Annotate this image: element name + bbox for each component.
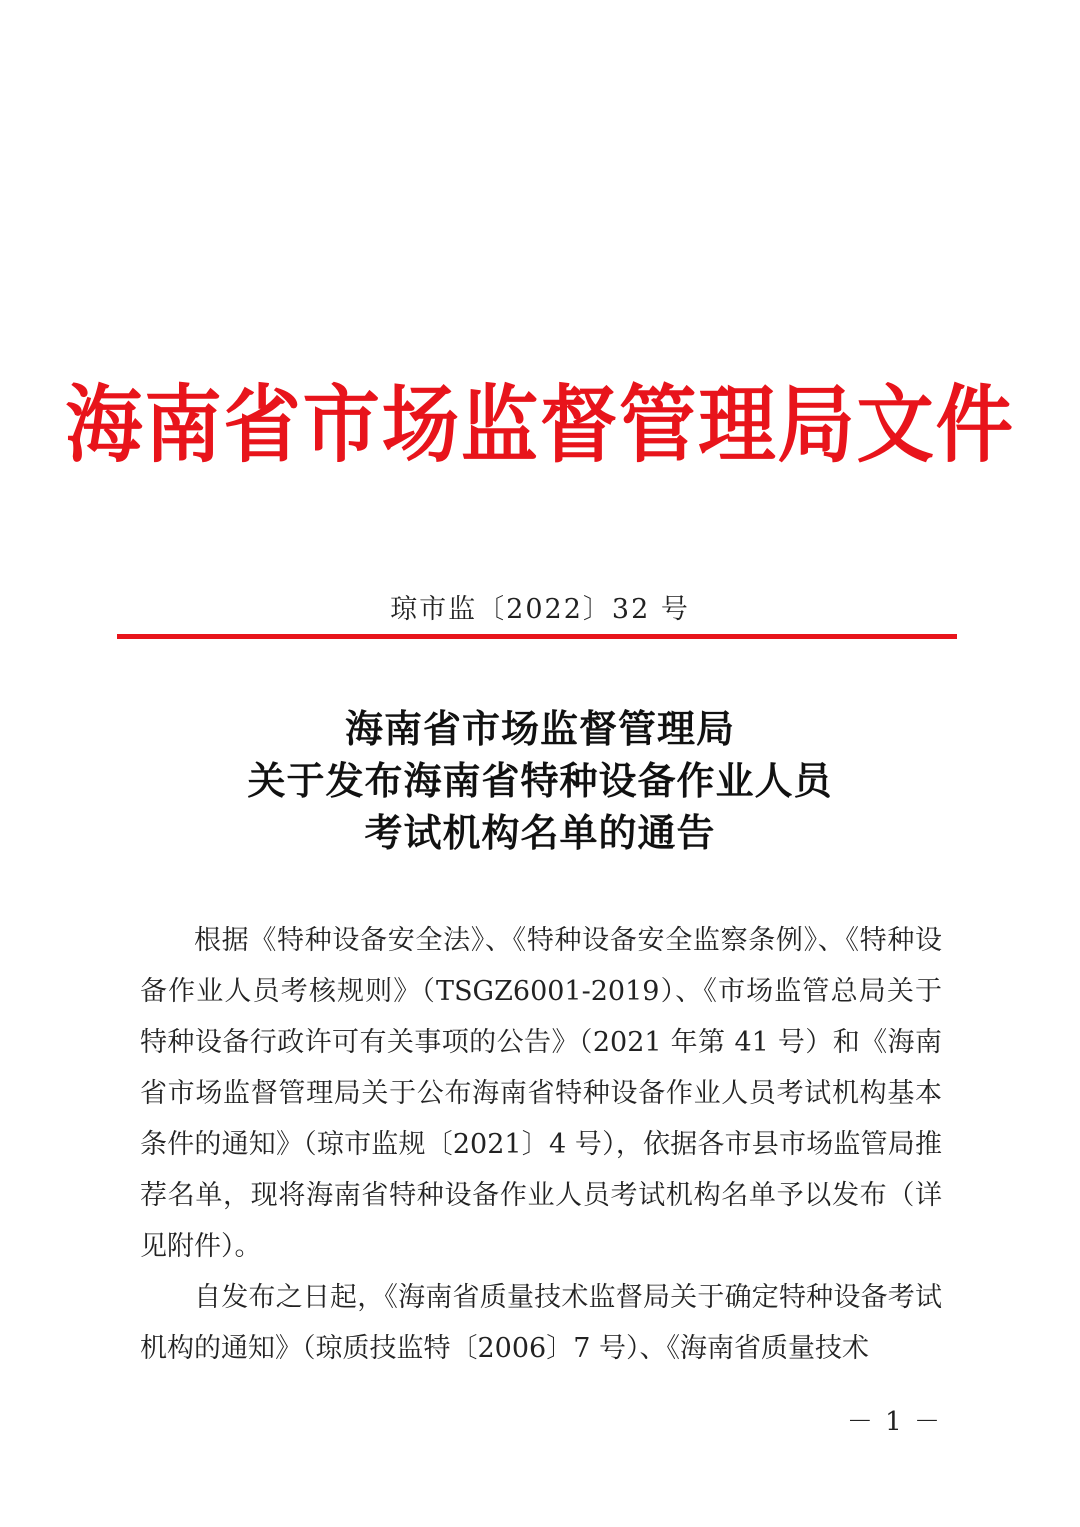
body-paragraph-1: 根据《特种设备安全法》、《特种设备安全监察条例》、《特种设备作业人员考核规则》（TSGZ6001-2019）、《市场监管总局关于特种设备行政许可有关事项的公告》（2021 年第 41 号）和《海南省市场监督管理局关于公布海南省特种设备作业人员考试机构基本条件的通知》（琼市监规〔2021〕4 号），依据各市县市场监管局推荐名单，现将海南省特种设备作业人员考试机构名单予以发布（详见附件）。: [140, 925, 942, 1262]
agency-red-header: 海南省市场监督管理局文件: [65, 376, 1015, 474]
title-line-3: 考试机构名单的通告: [364, 810, 716, 855]
body-paragraph-2: 自发布之日起，《海南省质量技术监督局关于确定特种设备考试机构的通知》（琼质技监特〔2006〕7 号）、《海南省质量技术: [140, 1282, 942, 1364]
red-divider-line: [117, 634, 957, 639]
title-line-1: 海南省市场监督管理局: [344, 706, 735, 751]
notice-title: [0, 703, 1080, 859]
title-line-2: 关于发布海南省特种设备作业人员: [247, 758, 833, 803]
notice-body: [140, 915, 942, 1374]
page-number: － 1 －: [846, 1407, 942, 1437]
document-number: 琼市监〔2022〕32 号: [390, 594, 690, 625]
